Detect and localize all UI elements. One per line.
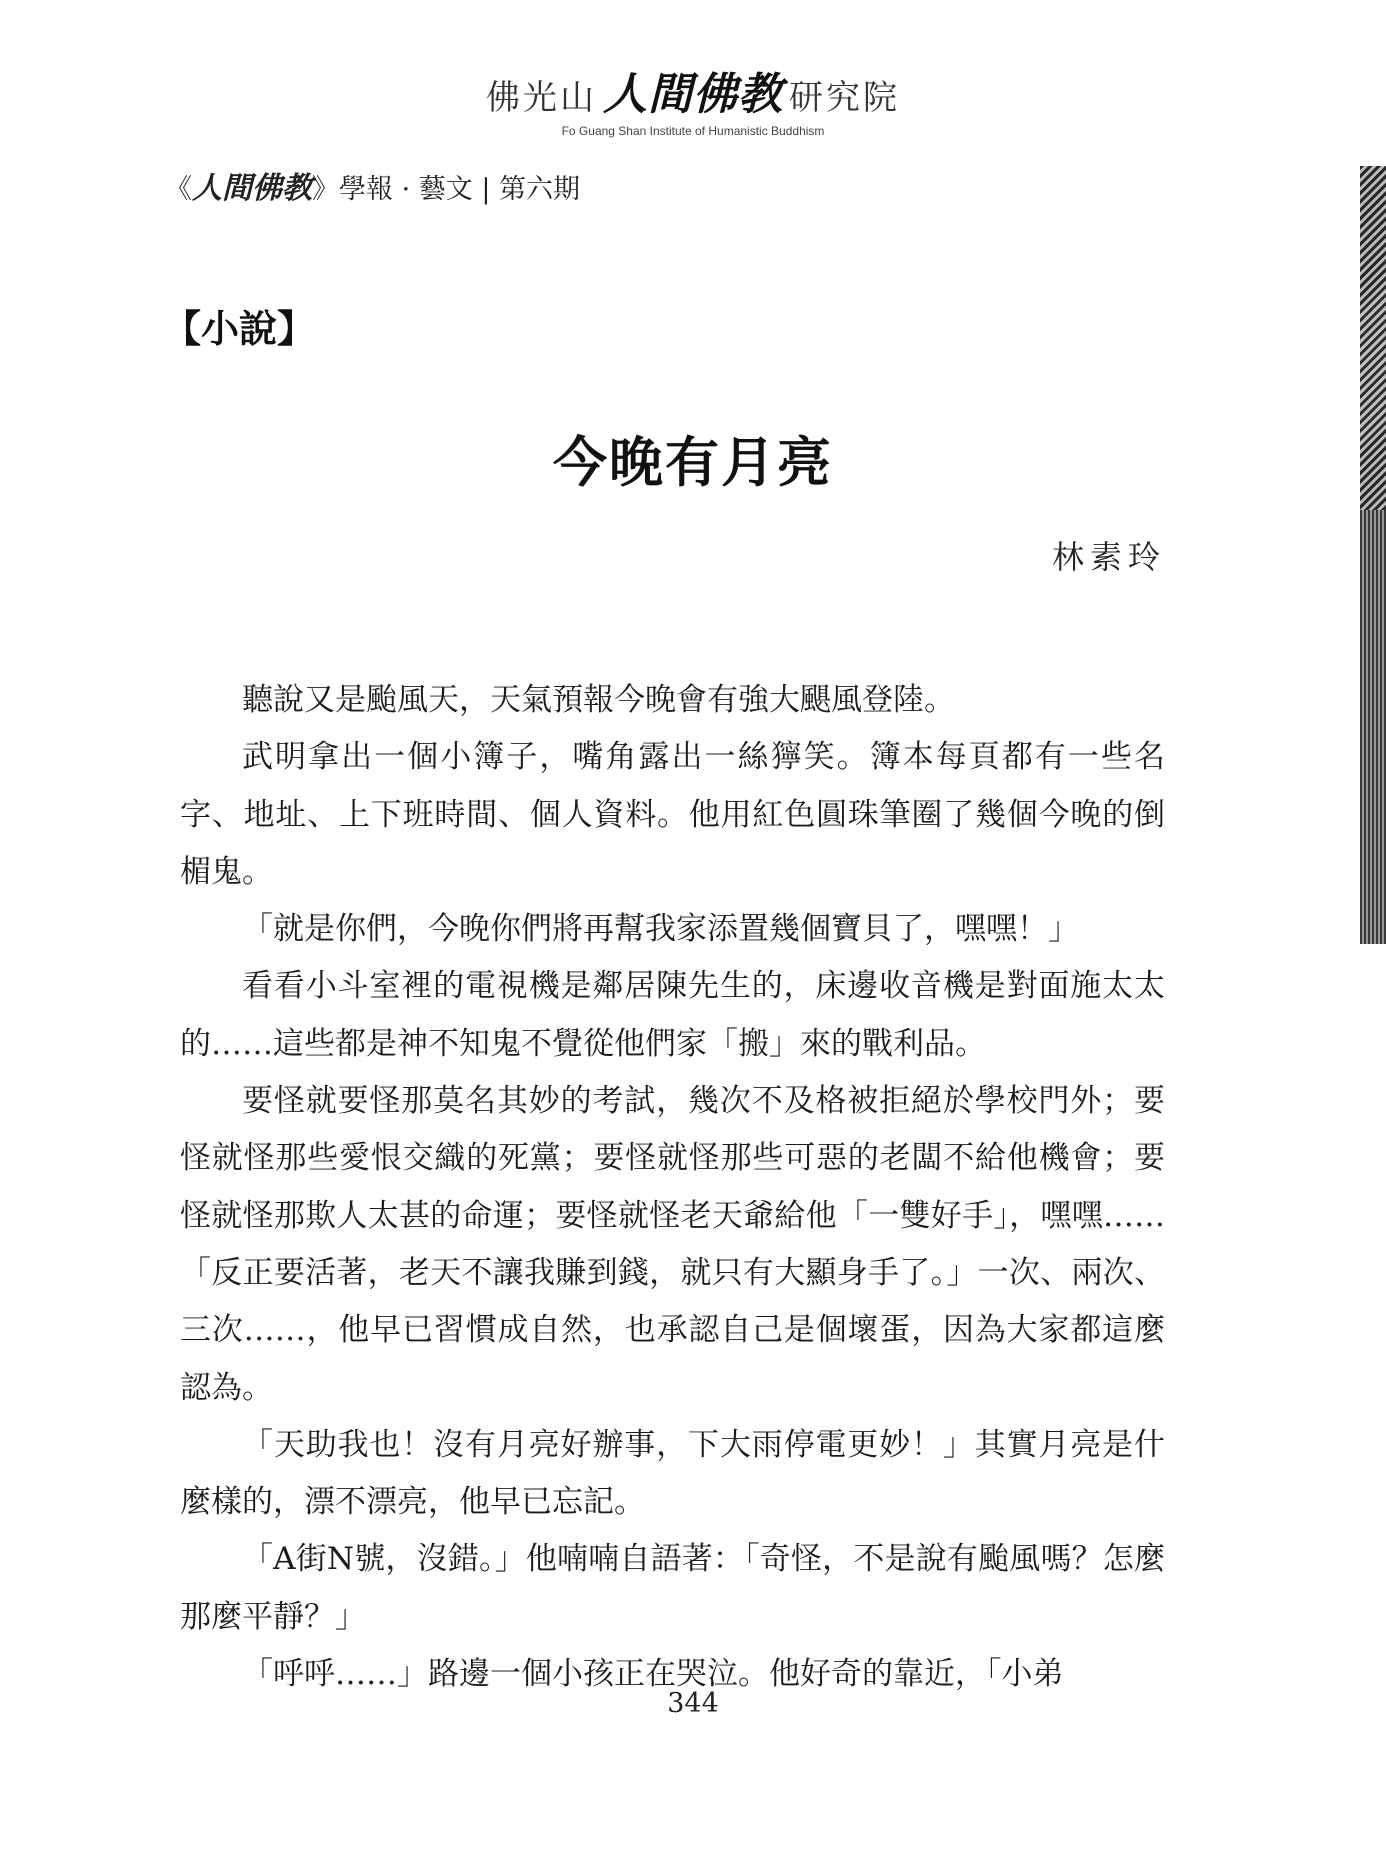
paragraph: 「就是你們，今晚你們將再幫我家添置幾個寶貝了，嘿嘿！」 <box>242 911 1079 948</box>
paragraph: 「呼呼……」路邊一個小孩正在哭泣。他好奇的靠近，「小弟 <box>242 1656 1064 1693</box>
story-title: 今晚有月亮 <box>553 430 833 494</box>
institute-header <box>0 58 1386 138</box>
institute-brand-logo: 人間佛教 <box>603 69 783 120</box>
institute-name <box>0 58 1386 122</box>
institute-english-name: Fo Guang Shan Institute of Humanistic Buddhism <box>561 124 825 138</box>
paragraph: 武明拿出一個小簿子，嘴角露出一絲獰笑。簿本每頁都有一些名字、地址、上下班時間、個人資料。他用紅色圓珠筆圈了幾個今晚的倒楣鬼。 <box>180 739 1165 890</box>
author-name: 林素玲 <box>1051 538 1166 576</box>
page-number: 344 <box>667 1688 719 1719</box>
journal-open-bracket: 《 <box>165 174 192 205</box>
paragraph: 要怪就要怪那莫名其妙的考試，幾次不及格被拒絕於學校門外；要怪就怪那些愛恨交織的死黨；要怪就怪那些可惡的老闆不給他機會；要怪就怪那欺人太甚的命運；要怪就怪老天爺給他「一雙好手」，嘿嘿……「反正要活著，老天不讓我賺到錢，就只有大顯身手了。」一次、兩次、三次……，他早已習慣成自然，也承認自己是個壞蛋，因為大家都這麼認為。 <box>180 1083 1165 1406</box>
journal-brand: 人間佛教 <box>192 171 312 206</box>
section-label: 【小說】 <box>163 306 316 351</box>
paragraph: 「天助我也！沒有月亮好辦事，下大雨停電更妙！」其實月亮是什麼樣的，漂不漂亮，他早已忘記。 <box>180 1426 1165 1521</box>
institute-prefix: 佛光山 <box>486 78 597 118</box>
page-edge-decoration-lower <box>1360 510 1386 944</box>
institute-suffix: 研究院 <box>789 78 900 118</box>
story-body <box>180 672 1165 1703</box>
journal-running-head <box>165 163 580 207</box>
paragraph: 看看小斗室裡的電視機是鄰居陳先生的，床邊收音機是對面施太太的……這些都是神不知鬼不覺從他們家「搬」來的戰利品。 <box>180 968 1165 1062</box>
paragraph: 「A街N號，沒錯。」他喃喃自語著：「奇怪，不是說有颱風嗎？怎麼那麼平靜？」 <box>180 1541 1165 1635</box>
paragraph: 聽說又是颱風天，天氣預報今晚會有強大颶風登陸。 <box>242 682 955 718</box>
journal-issue: 》學報 · 藝文 | 第六期 <box>312 174 581 205</box>
